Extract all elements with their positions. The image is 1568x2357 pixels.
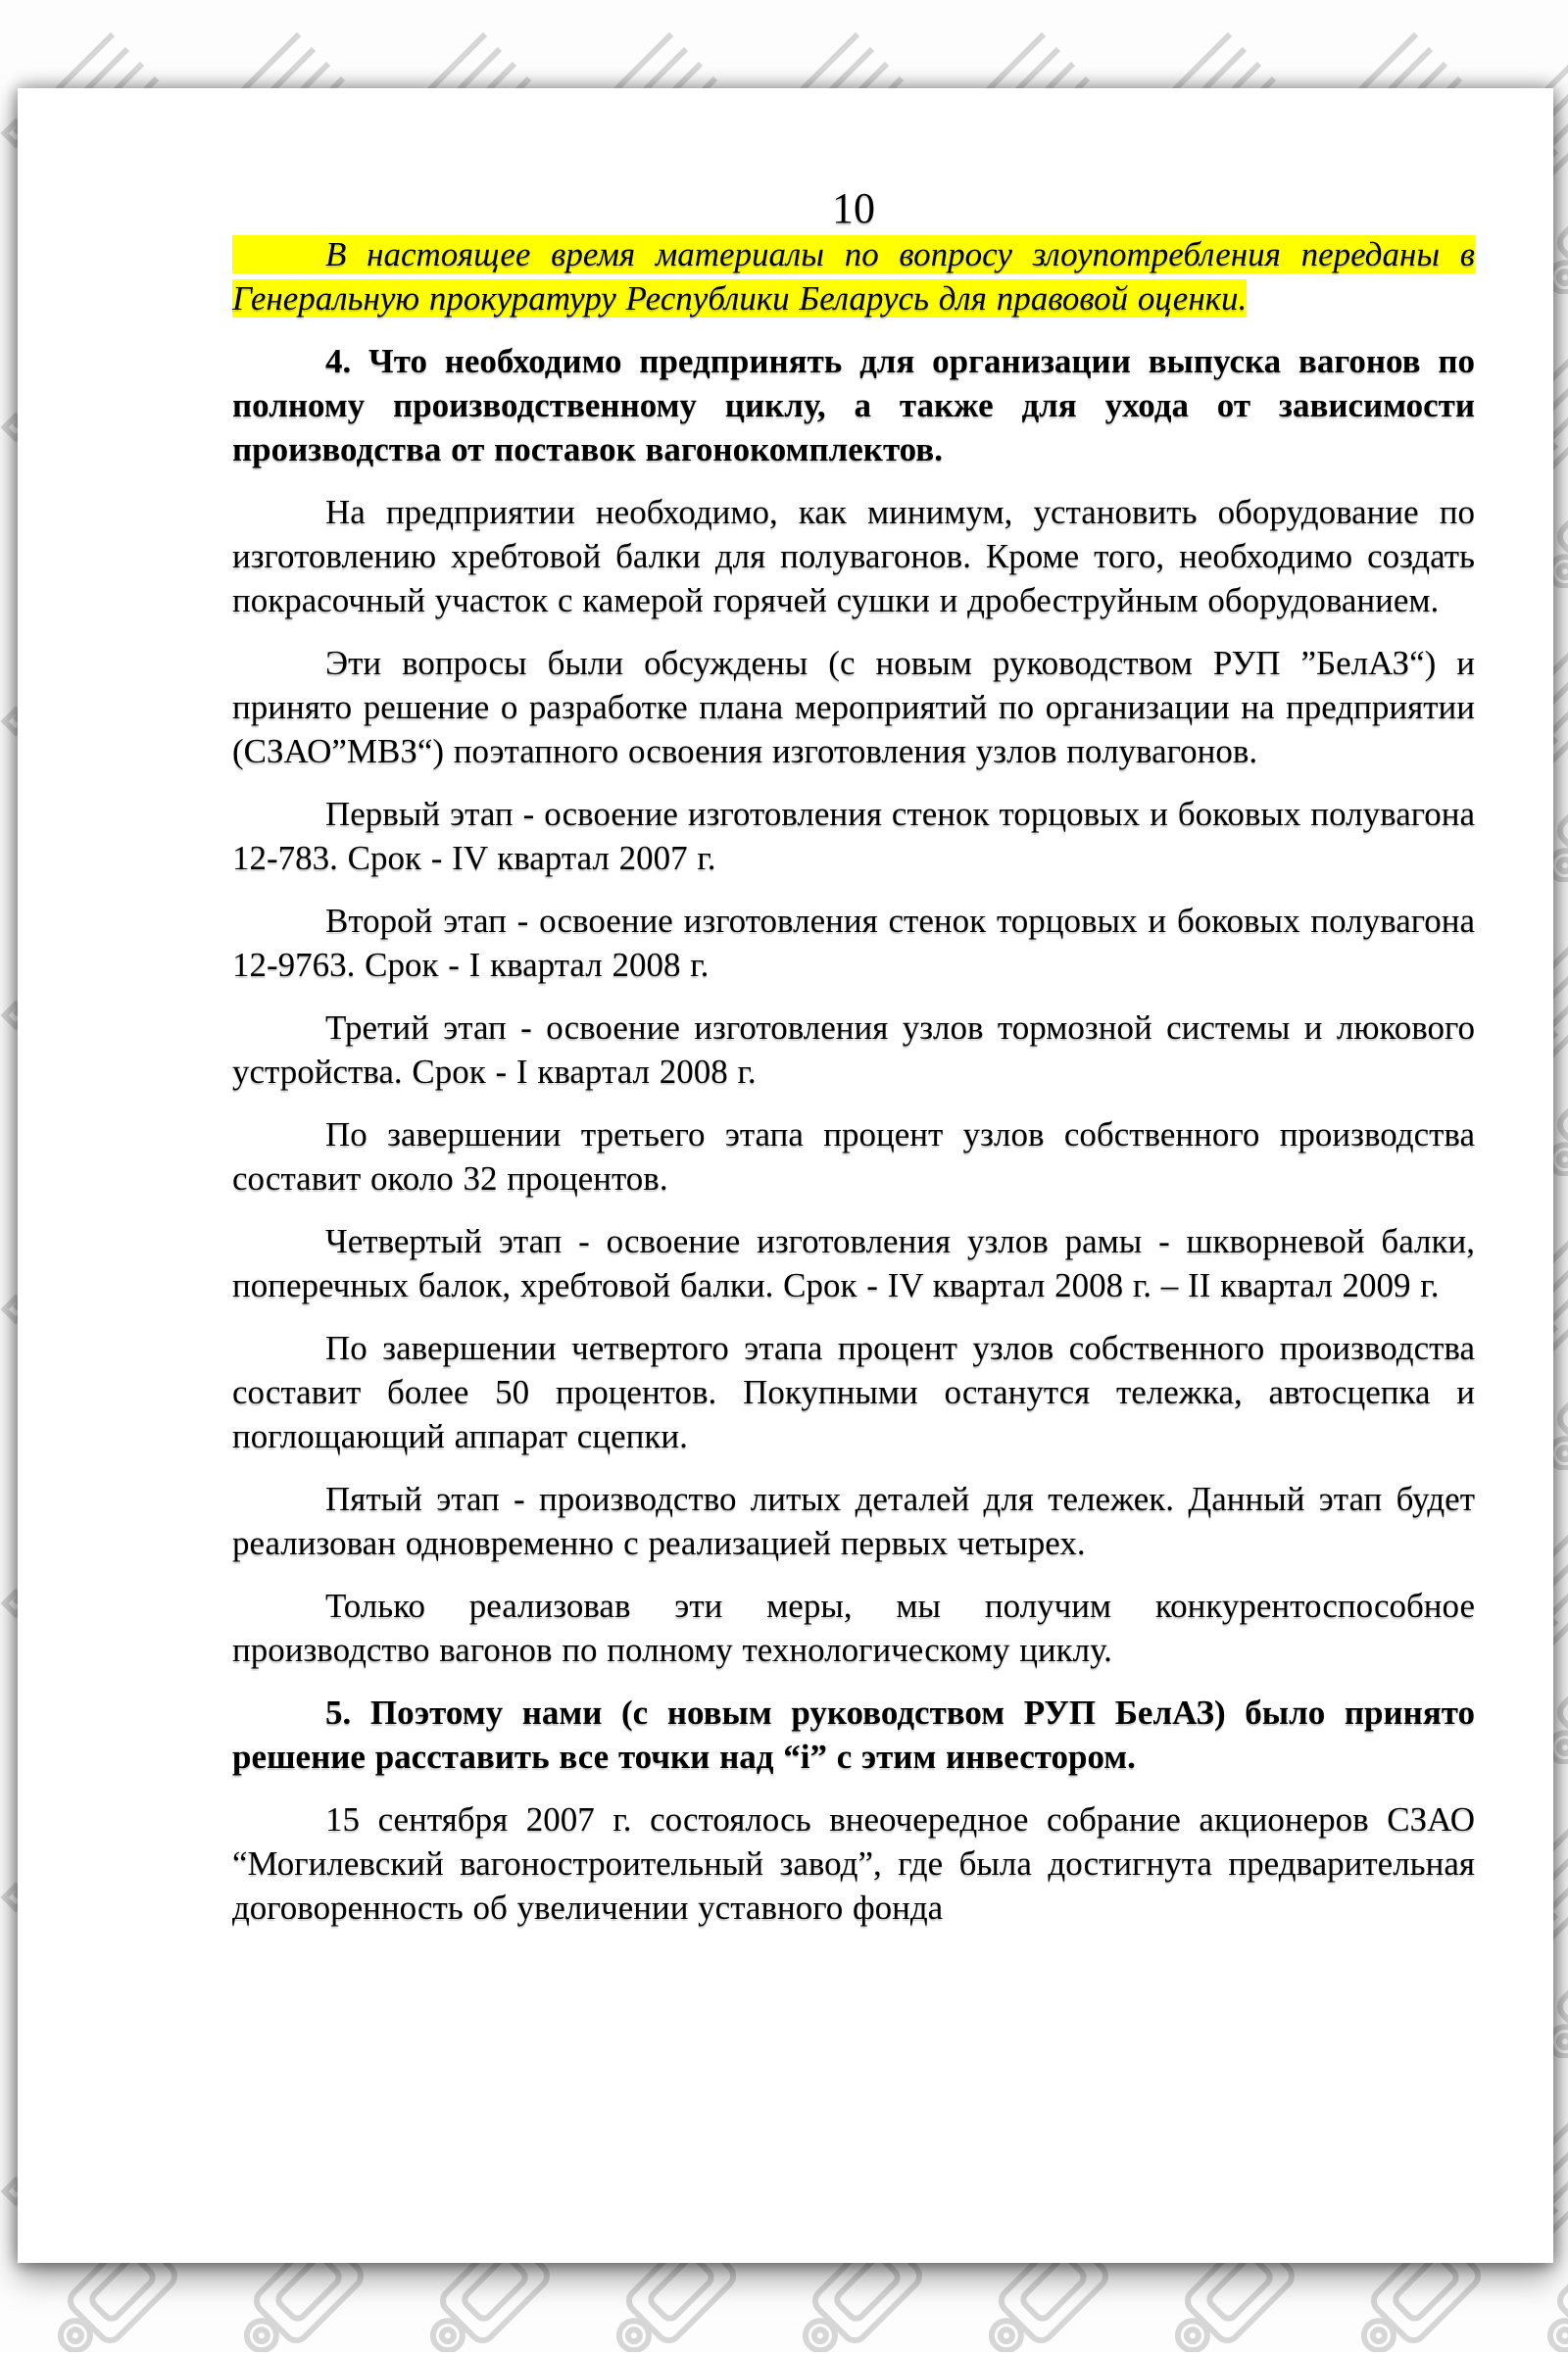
para-equipment-needs: На предприятии необходимо, как минимум, установить оборудование по изготовлению хребтовой балки для полувагонов. Кроме того, необходимо создать покрасочный участок с камерой горячей сушки и дробеструйным оборудованием. [232, 493, 1475, 619]
first-line-indent [232, 265, 325, 266]
yellow-highlight [232, 235, 1475, 318]
para-plan-discussed: Эти вопросы были обсуждены (с новым руководством РУП ”БелАЗ“) и принято решение о разработке плана мероприятий по организации на предприятии (СЗАО”МВЗ“) поэтапного освоения изготовления узлов полувагонов. [232, 644, 1475, 770]
page-number: 10 [832, 184, 875, 232]
para-stage-1: Первый этап - освоение изготовления стенок торцовых и боковых полувагона 12-783. Срок - IV квартал 2007 г. [232, 795, 1475, 877]
para-after-stage-4: По завершении четвертого этапа процент узлов собственного производства составит более 50 процентов. Покупными останутся тележка, автосцепка и поглощающий аппарат сцепки. [232, 1329, 1475, 1455]
para-stage-2: Второй этап - освоение изготовления стенок торцовых и боковых полувагона 12-9763. Срок - I квартал 2008 г. [232, 902, 1475, 984]
para-stage-5: Пятый этап - производство литых деталей для тележек. Данный этап будет реализован одновременно с реализацией первых четырех. [232, 1480, 1475, 1562]
para-after-stage-3: По завершении третьего этапа процент узлов собственного производства составит около 32 процентов. [232, 1115, 1475, 1198]
document-page [18, 88, 1553, 2263]
para-conclusion: Только реализовав эти меры, мы получим конкурентоспособное производство вагонов по полному технологическому циклу. [232, 1587, 1475, 1669]
para-stage-4: Четвертый этап - освоение изготовления узлов рамы - шкворневой балки, поперечных балок, хребтовой балки. Срок - IV квартал 2008 г. – II квартал 2009 г. [232, 1222, 1475, 1304]
heading-section-4: 4. Что необходимо предпринять для организации выпуска вагонов по полному производственному циклу, а также для ухода от зависимости производства от поставок вагонокомплектов. [232, 342, 1475, 468]
para-stage-3: Третий этап - освоение изготовления узлов тормозной системы и люкового устройства. Срок - I квартал 2008 г. [232, 1008, 1475, 1091]
para-shareholders-meeting: 15 сентября 2007 г. состоялось внеочередное собрание акционеров СЗАО “Могилевский вагоностроительный завод”, где была достигнута предварительная договоренность об увеличении уставного фонда [232, 1800, 1475, 1927]
heading-section-5: 5. Поэтому нами (с новым руководством РУП БелАЗ) было принято решение расставить все точки над “i” с этим инвестором. [232, 1694, 1475, 1776]
paragraph-text: В настоящее время материалы по вопросу злоупотребления переданы в Генеральную прокуратуру Республики Беларусь для правовой оценки. [232, 235, 1475, 318]
paragraph-highlighted-note [232, 232, 1475, 320]
